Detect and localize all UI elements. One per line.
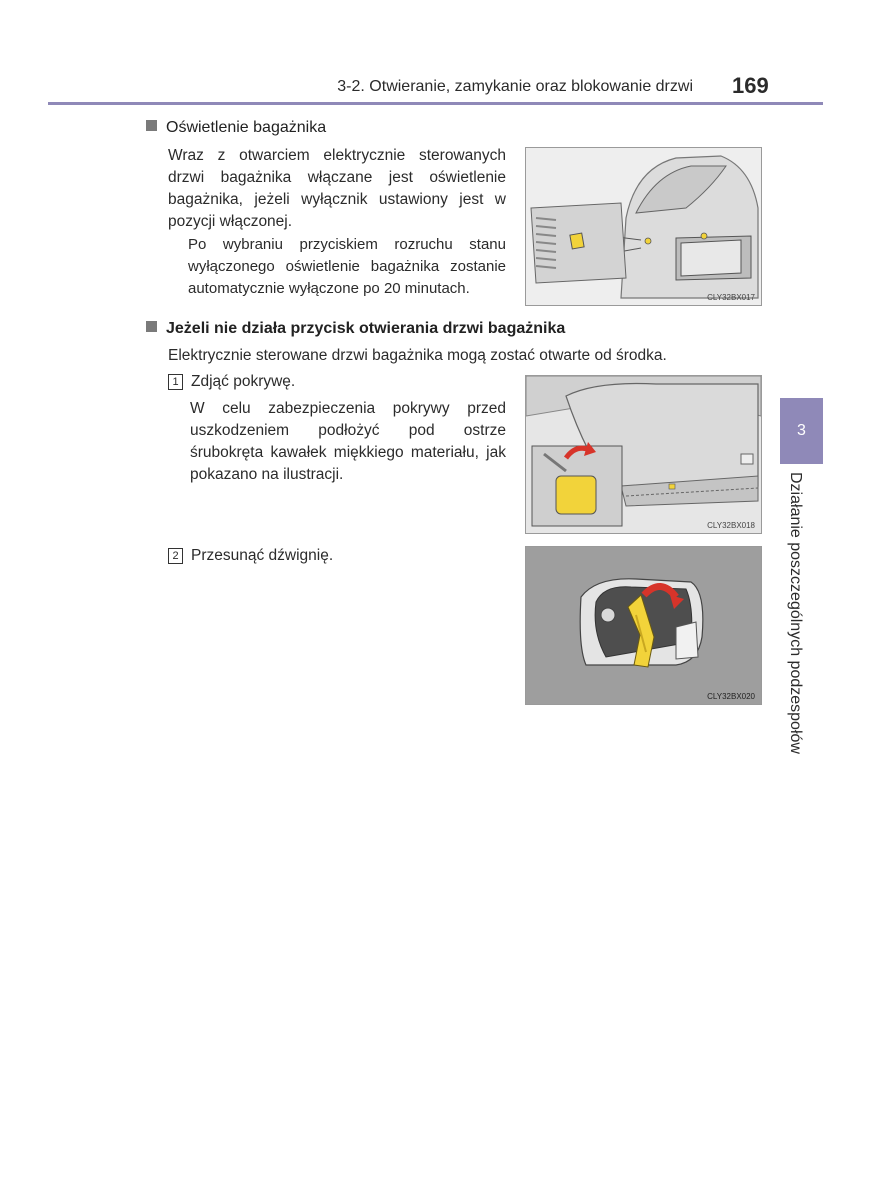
running-header-title: 3-2. Otwieranie, zamykanie oraz blokowanie drzwi (337, 78, 693, 95)
step-2 (168, 547, 333, 565)
trunk-light-paragraph: Wraz z otwarciem elektrycznie sterowanych drzwi bagażnika włączane jest oświetlenie bagażnika, jeżeli wyłącznik ustawiony jest w pozycji włączonej. (168, 147, 506, 230)
section-heading-text: Oświetlenie bagażnika (166, 119, 327, 136)
header-rule (48, 102, 823, 105)
figure-trunk-light (525, 147, 762, 306)
page-number: 169 (732, 73, 769, 98)
step-1 (168, 373, 295, 391)
step-number-badge: 1 (168, 374, 183, 390)
bullet-square-icon (146, 321, 157, 332)
figure-code: CLY32BX017 (707, 293, 755, 302)
step-1-detail: W celu zabezpieczenia pokrywy przed uszkodzeniem podłożyć pod ostrze śrubokręta kawałek miękkiego materiału, jak pokazano na ilustracji. (190, 400, 506, 483)
chapter-tab: 3 (780, 398, 823, 464)
section-heading-text: Jeżeli nie działa przycisk otwierania drzwi bagażnika (166, 320, 566, 337)
figure-remove-cover (525, 375, 762, 534)
section-heading-manual-open (146, 320, 565, 338)
step-text: Przesunąć dźwignię. (191, 547, 334, 564)
figure-code: CLY32BX018 (707, 521, 755, 530)
bullet-square-icon (146, 120, 157, 131)
manual-open-intro: Elektrycznie sterowane drzwi bagażnika mogą zostać otwarte od środka. (168, 347, 667, 364)
figure-code: CLY32BX020 (707, 692, 755, 701)
trunk-light-note: Po wybraniu przyciskiem rozruchu stanu wyłączonego oświetlenie bagażnika zostanie automatycznie wyłączone po 20 minutach. (188, 236, 506, 297)
figure-move-lever (525, 546, 762, 705)
step-number-badge: 2 (168, 548, 183, 564)
section-heading-trunk-light (146, 119, 326, 137)
step-text: Zdjąć pokrywę. (191, 373, 296, 390)
chapter-title-vertical: Działanie poszczególnych podzespołów (787, 472, 804, 754)
